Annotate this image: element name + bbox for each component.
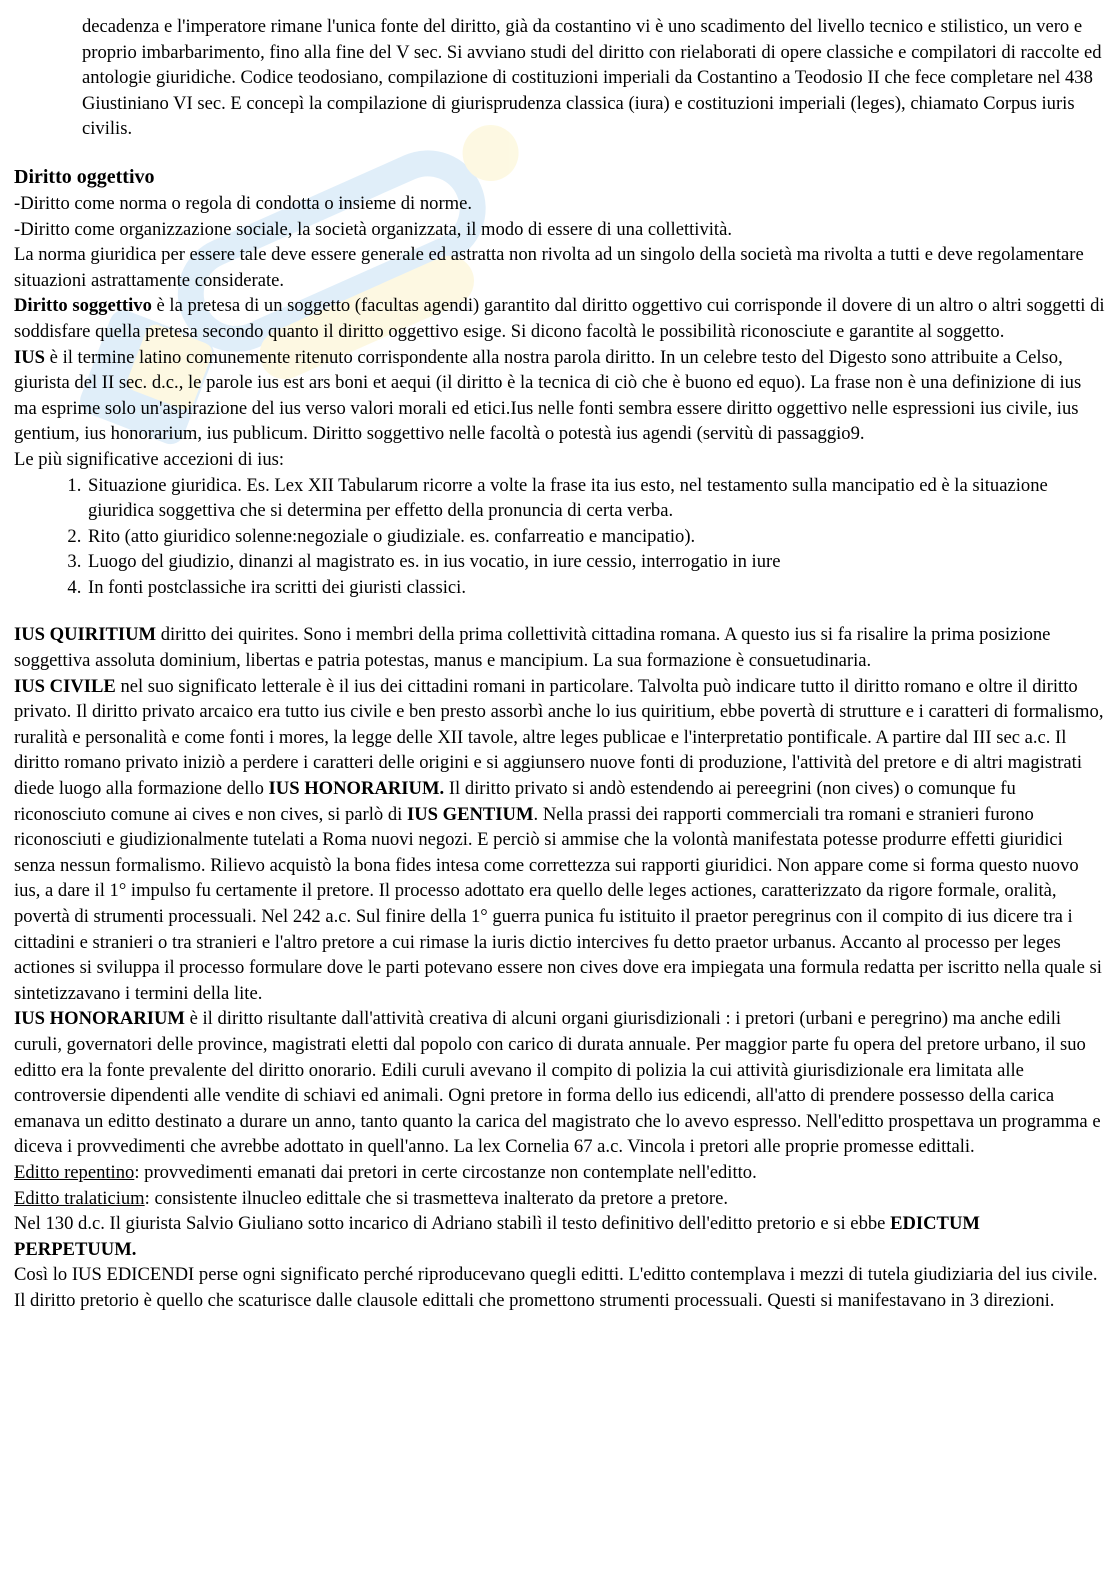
honorarium-term: IUS HONORARIUM	[14, 1008, 185, 1030]
gentium-term: IUS GENTIUM	[406, 803, 534, 825]
tralaticium-paragraph	[14, 1186, 1106, 1212]
ius-text: è il termine latino comunemente ritenuto corrispondente alla nostra parola diritto. In un celebre testo del Digesto sono attribuite a Celso, giurista del II sec. d.c., le parole ius est ars boni et aequi (il diritto è la tecnica di ciò che è buono ed equo). La frase non è una definizione di ius ma esprime solo un'aspirazione del ius verso valori morali ed etici.Ius nelle fonti sembra essere diritto oggettivo nelle espressioni ius civile, ius gentium, ius honorarium, ius publicum. Diritto soggettivo nelle facoltà o potestà ius agendi (servitù di passaggio9.	[14, 346, 1082, 445]
ius-paragraph	[14, 345, 1106, 447]
spacer	[14, 142, 1106, 164]
accezioni-list	[14, 473, 1106, 601]
tralaticium-term: Editto tralaticium	[14, 1187, 145, 1209]
edictum-perpetuum-term: EDICTUM PERPETUUM.	[14, 1213, 980, 1260]
list-item: 3. Luogo del giudizio, dinanzi al magistrato es. in ius vocatio, in iure cessio, interrogatio in iure	[86, 549, 1106, 575]
honorarium-paragraph	[14, 1006, 1106, 1160]
heading-diritto-oggettivo: Diritto oggettivo	[14, 165, 155, 188]
quiritium-paragraph	[14, 622, 1106, 673]
norma-paragraph: La norma giuridica per essere tale deve essere generale ed astratta non rivolta ad un singolo della società ma rivolta a tutti e deve regolamentare situazioni astrattamente considerate.	[14, 244, 1084, 291]
civile-text-2: Il diritto privato si andò estendendo ai pereegrini (non cives) o comunque fu riconosciuto comune ai cives e non cives, si parlò di	[14, 778, 1016, 825]
list-item: 2. Rito (atto giuridico solenne:negoziale o giudiziale. es. confarreatio e mancipatio).	[86, 524, 1106, 550]
ius-term: IUS	[14, 346, 46, 368]
giuliano-text: Nel 130 d.c. Il giurista Salvio Giuliano sotto incarico di Adriano stabilì il testo definitivo dell'editto pretorio e si ebbe	[14, 1213, 891, 1235]
spacer	[14, 600, 1106, 622]
soggettivo-text: è la pretesa di un soggetto (facultas agendi) garantito dal diritto oggettivo cui corrisponde il dovere di un altro o altri soggetti di soddisfare quella pretesa secondo quanto il diritto oggettivo esige. Si dicono facoltà le possibilità riconosciute e garantite al soggetto.	[14, 295, 1105, 342]
accezioni-intro: Le più significative accezioni di ius:	[14, 448, 285, 470]
list-item: 1. Situazione giuridica. Es. Lex XII Tabularum ricorre a volte la frase ita ius esto, nel testamento sulla mancipatio ed è la situazione giuridica soggettiva che si determina per effetto della pronuncia di certa verba.	[86, 473, 1106, 524]
closing-paragraph: Così lo IUS EDICENDI perse ogni significato perché riproducevano quegli editti. L'editto contemplava i mezzi di tutela giudiziaria del ius civile. Il diritto pretorio è quello che scaturisce dalle clausole edittali che promettono strumenti processuali. Questi si manifestavano in 3 direzioni.	[14, 1264, 1098, 1311]
intro-paragraph: decadenza e l'imperatore rimane l'unica fonte del diritto, già da costantino vi è uno scadimento del livello tecnico e stilistico, un vero e proprio imbarbarimento, fino alla fine del V sec. Si avviano studi del diritto con rielaborati di opere classiche e compilatori di raccolte ed antologie giuridiche. Codice teodosiano, compilazione di costituzioni imperiali da Costantino a Teodosio II che fece completare nel 438 Giustiniano VI sec. E concepì la compilazione di giurisprudenza classica (iura) e costituzioni imperiali (leges), chiamato Corpus iuris civilis.	[82, 16, 1102, 140]
civile-term: IUS CIVILE	[14, 675, 116, 697]
repentino-paragraph	[14, 1160, 1106, 1186]
repentino-text: : provvedimenti emanati dai pretori in certe circostanze non contemplate nell'editto.	[134, 1161, 757, 1183]
civile-text-1: nel suo significato letterale è il ius dei cittadini romani in particolare. Talvolta può indicare tutto il diritto romano e oltre il diritto privato. Il diritto privato arcaico era tutto ius civile e ben presto assorbì anche lo ius quiritium, ebbe povertà di strutture e i caratteri di formalismo, ruralità e personalità e come fonti i mores, la legge delle XII tavole, altre leges publicae e l'interpretatio pontificale. A partire dal III sec a.c. Il diritto romano privato iniziò a perdere i caratteri delle origini e si aggiunsero nuove fonti di produzione, l'attività del pretore e di altri magistrati diede luogo alla formazione dello	[14, 675, 1104, 800]
giuliano-paragraph	[14, 1211, 1106, 1262]
oggettivo-line-1: -Diritto come norma o regola di condotta o insieme di norme.	[14, 192, 473, 214]
repentino-term: Editto repentino	[14, 1161, 135, 1183]
quiritium-text: diritto dei quirites. Sono i membri della prima collettività cittadina romana. A questo ius si fa risalire la prima posizione soggettiva assoluta dominium, libertas e patria potestas, manus e mancipium. La sua formazione è consuetudinaria.	[14, 624, 1051, 672]
soggettivo-paragraph	[14, 293, 1106, 344]
oggettivo-line-2: -Diritto come organizzazione sociale, la società organizzata, il modo di essere di una collettività.	[14, 218, 733, 240]
soggettivo-term: Diritto soggettivo	[14, 295, 152, 317]
honorarium-text: è il diritto risultante dall'attività creativa di alcuni organi giurisdizionali : i pretori (urbani e peregrino) ma anche edili curuli, governatori delle province, magistrati eletti dal popolo con carico di durata annuale. Per maggior parte fu opera del pretore urbano, il suo editto era la fonte prevalente del diritto onorario. Edili curuli avevano il compito di polizia la cui attività giurisdizionale era limitata alle controversie dipendenti alle vendite di schiavi ed animali. Ogni pretore in forma dello ius edicendi, all'atto di prendere possesso della carica emanava un editto destinato a durare un anno, tanto quanto la carica del magistrato che lo avevo espresso. Nell'editto prospettava un programma e diceva i provvedimenti che avrebbe adottato in quell'anno. La lex Cornelia 67 a.c. Vincola i pretori alle proprie promesse edittali.	[14, 1008, 1101, 1158]
list-item: 4. In fonti postclassiche ira scritti dei giuristi classici.	[86, 575, 1106, 601]
honorarium-inline-term: IUS HONORARIUM.	[268, 778, 445, 800]
civile-text-3: . Nella prassi dei rapporti commerciali tra romani e stranieri furono riconosciuti e giudizionalmente tutelati a Roma nuovi negozi. E perciò si ammise che la volontà manifestata potesse produrre effetti giuridici senza nessun formalismo. Rilievo acquistò la bona fides intesa come correttezza sui rapporti giuridici. Non appare come si forma questo nuovo ius, a dare il 1° impulso fu certamente il pretore. Il processo adottato era quello delle leges actiones, caratterizzato da rigore formale, oralità, povertà di strumenti processuali. Nel 242 a.c. Sul finire della 1° guerra punica fu istituito il praetor peregrinus con il compito di ius dicere tra i cittadini e stranieri o tra stranieri e l'altro pretore a cui rimase la iuris dictio intercives fu detto praetor urbanus. Accanto al processo per leges actiones si sviluppa il processo formulare dove le parti potevano essere non cives dove era impiegata una formula redatta per iscritto nella quale si sintetizzavano i termini della lite.	[14, 803, 1102, 1004]
quiritium-term: IUS QUIRITIUM	[14, 624, 157, 646]
tralaticium-text: : consistente ilnucleo edittale che si trasmetteva inalterato da pretore a pretore.	[144, 1187, 729, 1209]
civile-paragraph	[14, 674, 1106, 1007]
document-page	[14, 14, 1106, 1314]
